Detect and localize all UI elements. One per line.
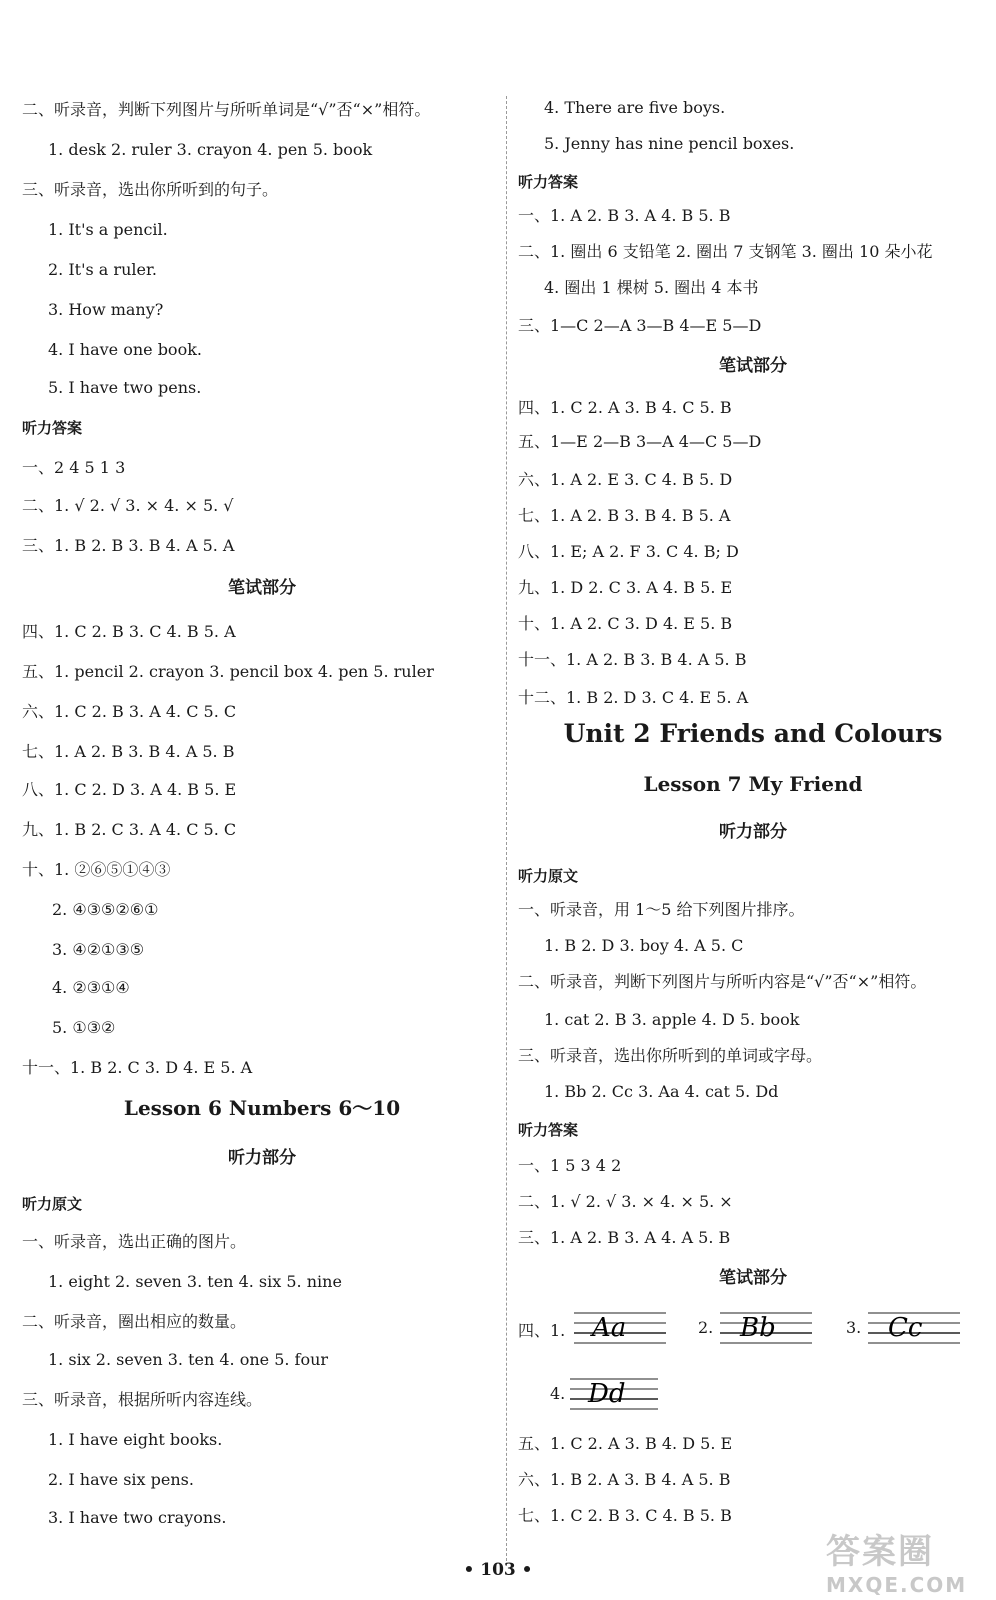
watermark-line1: 答案圈: [826, 1532, 934, 1572]
right-line: 一、听录音，用 1～5 给下列图片排序。: [518, 900, 805, 919]
right-line: 十二、1. B 2. D 3. C 4. E 5. A: [518, 688, 749, 707]
left-line: 九、1. B 2. C 3. A 4. C 5. C: [22, 820, 237, 839]
right-line: 听力部分: [719, 822, 787, 842]
left-line: 一、听录音，选出正确的图片。: [22, 1232, 247, 1251]
left-line: 1. six 2. seven 3. ten 4. one 5. four: [48, 1350, 329, 1369]
handwriting-num-2: 2.: [698, 1318, 714, 1337]
left-line: 六、1. C 2. B 3. A 4. C 5. C: [22, 702, 237, 721]
right-line: 五、1—E 2—B 3—A 4—C 5—D: [518, 432, 762, 451]
right-line: 三、1. A 2. B 3. A 4. A 5. B: [518, 1228, 731, 1247]
right-line: 二、听录音，判断下列图片与所听内容是“√”否“×”相符。: [518, 972, 927, 991]
right-line: 九、1. D 2. C 3. A 4. B 5. E: [518, 578, 733, 597]
left-line: 5. ①③②: [52, 1018, 116, 1037]
left-line: 听力原文: [22, 1195, 83, 1213]
handwriting-num-3: 3.: [846, 1318, 862, 1337]
right-line: 听力答案: [518, 173, 579, 191]
right-line: 六、1. A 2. E 3. C 4. B 5. D: [518, 470, 733, 489]
left-line: 2. It's a ruler.: [48, 260, 157, 279]
left-line: 十、1. ②⑥⑤①④③: [22, 860, 171, 879]
right-line: 听力原文: [518, 867, 579, 885]
right-line: Unit 2 Friends and Colours: [563, 719, 943, 748]
right-line: 三、1—C 2—A 3—B 4—E 5—D: [518, 316, 762, 335]
left-line: 笔试部分: [228, 578, 296, 598]
four-line-grid: [720, 1310, 812, 1346]
right-line: 八、1. E; A 2. F 3. C 4. B; D: [518, 542, 739, 561]
left-line: 十一、1. B 2. C 3. D 4. E 5. A: [22, 1058, 253, 1077]
left-line: 2. ④③⑤②⑥①: [52, 900, 159, 919]
right-line: 4. 圈出 1 棵树 5. 圈出 4 本书: [544, 278, 759, 297]
right-line: 5. Jenny has nine pencil boxes.: [544, 134, 795, 153]
right-line: 七、1. C 2. B 3. C 4. B 5. B: [518, 1506, 732, 1525]
right-line: Lesson 7 My Friend: [643, 772, 863, 796]
right-line: 1. cat 2. B 3. apple 4. D 5. book: [544, 1010, 800, 1029]
left-line: 七、1. A 2. B 3. B 4. A 5. B: [22, 742, 235, 761]
left-line: 听力答案: [22, 419, 83, 437]
watermark-logo: [826, 1524, 976, 1597]
right-line: 听力答案: [518, 1121, 579, 1139]
left-line: 二、听录音，判断下列图片与所听单词是“√”否“×”相符。: [22, 100, 431, 119]
handwriting-num-4: 4.: [550, 1384, 566, 1403]
left-line: 八、1. C 2. D 3. A 4. B 5. E: [22, 780, 237, 799]
right-line: 十一、1. A 2. B 3. B 4. A 5. B: [518, 650, 747, 669]
page-number: • 103 •: [463, 1560, 533, 1580]
handwriting-letters: Bb: [740, 1313, 776, 1343]
right-line: 二、1. √ 2. √ 3. × 4. × 5. ×: [518, 1192, 733, 1211]
handwriting-letters: Dd: [588, 1379, 626, 1409]
right-line: 三、听录音，选出你所听到的单词或字母。: [518, 1046, 823, 1065]
left-line: 5. I have two pens.: [48, 378, 202, 397]
right-line: 十、1. A 2. C 3. D 4. E 5. B: [518, 614, 733, 633]
handwriting-box-1: [574, 1310, 666, 1346]
right-line: 1. B 2. D 3. boy 4. A 5. C: [544, 936, 744, 955]
left-line: 三、听录音，选出你所听到的句子。: [22, 180, 279, 199]
right-line: 一、1. A 2. B 3. A 4. B 5. B: [518, 206, 731, 225]
right-line: 4. There are five boys.: [544, 98, 726, 117]
watermark-line2: MXQE.COM: [826, 1573, 968, 1597]
handwriting-box-2: [720, 1310, 812, 1346]
left-line: 4. I have one book.: [48, 340, 202, 359]
left-line: Lesson 6 Numbers 6～10: [123, 1096, 401, 1120]
left-line: 一、2 4 5 1 3: [22, 458, 126, 477]
left-line: 4. ②③①④: [52, 978, 130, 997]
handwriting-letters: Aa: [592, 1313, 627, 1343]
handwriting-prefix: 四、1.: [518, 1321, 566, 1340]
left-line: 1. I have eight books.: [48, 1430, 223, 1449]
right-line: 七、1. A 2. B 3. B 4. B 5. A: [518, 506, 731, 525]
four-line-grid: [570, 1376, 658, 1412]
right-line: 六、1. B 2. A 3. B 4. A 5. B: [518, 1470, 731, 1489]
handwriting-box-4: [570, 1376, 658, 1412]
left-line: 3. How many?: [48, 300, 164, 319]
left-line: 四、1. C 2. B 3. C 4. B 5. A: [22, 622, 236, 641]
right-line: 五、1. C 2. A 3. B 4. D 5. E: [518, 1434, 733, 1453]
column-divider: [506, 96, 507, 1566]
left-line: 2. I have six pens.: [48, 1470, 194, 1489]
four-line-grid: [868, 1310, 960, 1346]
left-line: 五、1. pencil 2. crayon 3. pencil box 4. pen 5. ruler: [22, 662, 434, 681]
right-line: 二、1. 圈出 6 支铅笔 2. 圈出 7 支钢笔 3. 圈出 10 朵小花: [518, 242, 933, 261]
right-line: 四、1. C 2. A 3. B 4. C 5. B: [518, 398, 732, 417]
right-line: 笔试部分: [719, 356, 787, 376]
left-line: 1. desk 2. ruler 3. crayon 4. pen 5. book: [48, 140, 373, 159]
left-line: 二、听录音，圈出相应的数量。: [22, 1312, 247, 1331]
left-line: 二、1. √ 2. √ 3. × 4. × 5. √: [22, 496, 234, 515]
left-line: 三、1. B 2. B 3. B 4. A 5. A: [22, 536, 235, 555]
handwriting-letters: Cc: [888, 1313, 923, 1343]
handwriting-box-3: [868, 1310, 960, 1346]
four-line-grid: [574, 1310, 666, 1346]
left-line: 3. I have two crayons.: [48, 1508, 227, 1527]
left-line: 三、听录音，根据所听内容连线。: [22, 1390, 263, 1409]
left-line: 1. It's a pencil.: [48, 220, 168, 239]
left-line: 1. eight 2. seven 3. ten 4. six 5. nine: [48, 1272, 342, 1291]
right-line: 一、1 5 3 4 2: [518, 1156, 622, 1175]
right-line: 笔试部分: [719, 1268, 787, 1288]
left-line: 听力部分: [228, 1148, 296, 1168]
left-line: 3. ④②①③⑤: [52, 940, 145, 959]
right-line: 1. Bb 2. Cc 3. Aa 4. cat 5. Dd: [544, 1082, 779, 1101]
